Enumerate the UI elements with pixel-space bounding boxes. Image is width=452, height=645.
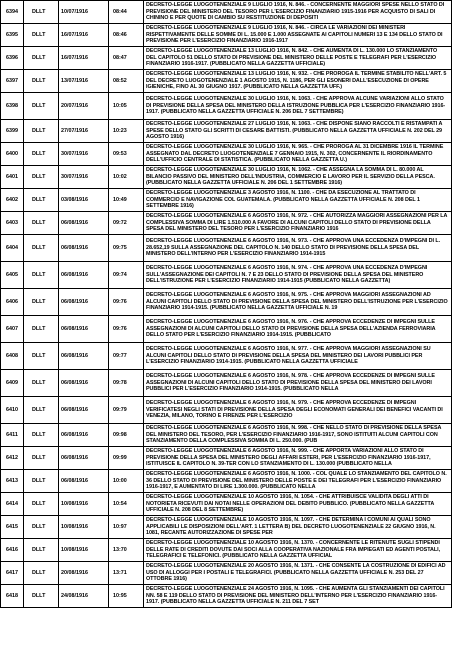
- act-type: DLLT: [24, 70, 59, 93]
- act-description: DECRETO-LEGGE LUOGOTENENZIALE 6 AGOSTO 1916, N. 998. - CHE NELLO STATO DI PREVISIONE DELLA SPESA DEL MINISTERO DEL TESORO, PER L'ESERCIZIO FINANZIARIO 1916-1917, SONO ISTITUITI ALCUNI CAPITOLI CON STANZIAMENTO DELLA COMPLESSIVA SOMMA DI L. 250.000. (PUB: [144, 424, 452, 447]
- record-number: 6401: [1, 166, 24, 189]
- act-date: 24/08/1916: [59, 585, 109, 608]
- page-ref: 09:76: [109, 289, 144, 316]
- table-row: [1, 24, 452, 47]
- record-number: 6411: [1, 424, 24, 447]
- table-row: [1, 397, 452, 424]
- act-type: DLLT: [24, 585, 59, 608]
- table-row: [1, 235, 452, 262]
- record-number: 6396: [1, 47, 24, 70]
- table-row: [1, 47, 452, 70]
- act-type: DLLT: [24, 343, 59, 370]
- table-row: [1, 562, 452, 585]
- act-description: DECRETO-LEGGE LUOGOTENENZIALE 6 AGOSTO 1916, N. 979. - CHE APPROVA ECCEDENZE DI IMPEGNI VERIFICATESI NEGLI STATI DI PREVISIONE DELLA SPESA DEGLI ECONOMATI GENERALI DEI BENEFICI VACANTI DI VENEZIA, MILANO, TORINO E FIRENZE PER L'ESERCIZIO: [144, 397, 452, 424]
- record-number: 6407: [1, 316, 24, 343]
- page-ref: 09:74: [109, 262, 144, 289]
- act-date: 06/08/1916: [59, 447, 109, 470]
- act-type: DLLT: [24, 120, 59, 143]
- act-description: DECRETO-LEGGE LUOGOTENENZIALE 6 AGOSTO 1916, N. 977. - CHE APPROVA MAGGIORI ASSEGNAZIONI SU ALCUNI CAPITOLI DELLO STATO DI PREVISIONE DELLA SPESA DEL MINISTERO DEI LAVORI PUBBLICI PER L'ESERCIZIO FINANZIARIO 1914-1915. (PUBBLICATO NELLA GAZZETTA UFFICIALE: [144, 343, 452, 370]
- act-date: 30/07/1916: [59, 166, 109, 189]
- table-row: [1, 516, 452, 539]
- page-ref: 10:97: [109, 516, 144, 539]
- act-description: DECRETO-LEGGE LUOGOTENENZIALE 3 AGOSTO 1916, N. 1100. - CHE DA ESECUZIONE AL TRATTATO DI COMMERCIO E NAVIGAZIONE COL GUATEMALA. (PUBBLICATO NELLA GAZZETTA UFFICIALE N. 208 DEL 1 SETTEMBRE 1916): [144, 189, 452, 212]
- act-type: DLLT: [24, 539, 59, 562]
- act-type: DLLT: [24, 189, 59, 212]
- act-description: DECRETO-LEGGE LUOGOTENENZIALE 13 LUGLIO 1916, N. 932. - CHE PROROGA IL TERMINE STABILITO NELL'ART. 5 DEL DECRETO LUOGOTENENZIALE 1 AGOSTO 1915, N. 1186, PER GLI ESONERI DALL'ESECUZIONE DI OPERE IGIENICHE, FINO AL 30 GIUGNO 1917. (PUBBLICATO NELLA GAZZETTA UFF.): [144, 70, 452, 93]
- table-row: [1, 189, 452, 212]
- record-number: 6399: [1, 120, 24, 143]
- page-ref: 08:47: [109, 47, 144, 70]
- act-description: DECRETO-LEGGE LUOGOTENENZIALE 6 AGOSTO 1916, N. 972. - CHE AUTORIZZA MAGGIORI ASSEGNAZIONI PER LA COMPLESSIVA SOMMA DI LIRE 1.510.000 A FAVORE DI ALCUNI CAPITOLI DELLO STATO DI PREVISIONE DELLA SPESA DEL MINISTERO DEL TESORO PER L'ESERCIZIO FINANZIARIO 1916: [144, 212, 452, 235]
- table-row: [1, 1, 452, 24]
- act-date: 20/07/1916: [59, 93, 109, 120]
- decrees-table-body: [1, 1, 452, 608]
- record-number: 6406: [1, 289, 24, 316]
- act-type: DLLT: [24, 370, 59, 397]
- act-date: 16/07/1916: [59, 47, 109, 70]
- act-date: 03/08/1916: [59, 189, 109, 212]
- act-type: DLLT: [24, 447, 59, 470]
- table-row: [1, 447, 452, 470]
- act-description: DECRETO-LEGGE LUOGOTENENZIALE 6 AGOSTO 1916, N. 974. - CHE APPROVA UNA ECCEDENZA D'IMPEGNI SULL'ASSEGNAZIONE DEI CAPITOLI N. 7 E 23 DELLO STATO DI PREVISIONE DELLA SPESA DEL MINISTERO DELL'ISTRUZIONE PER L'ESERCIZIO FINANZIARIO 1914-1915 (PUBBLICATO NELLA GAZZETTA): [144, 262, 452, 289]
- page-ref: 09:98: [109, 424, 144, 447]
- act-description: DECRETO-LEGGE LUOGOTENENZIALE 10 AGOSTO 1916, N. 1370. - CONCERNENTE LE RITENUTE SUGLI STIPENDI DELLE RATE DI CREDITI DOVUTE DAI SOCI ALLA COOPERATIVA NAZIONALE FRA IMPIEGATI ED AGENTI POSTALI, TELEGRAFICI E TELEFONICI. (PUBBLICATO NELLA GAZZETTA UFFICIAL: [144, 539, 452, 562]
- record-number: 6402: [1, 189, 24, 212]
- act-type: DLLT: [24, 470, 59, 493]
- act-description: DECRETO-LEGGE LUOGOTENENZIALE 6 AGOSTO 1916, N. 978. - CHE APPROVA ECCEDENZE DI IMPEGNI SULLE ASSEGNAZIONI DI ALCUNI CAPITOLI DELLO STATO DI PREVISIONE DELLA SPESA DEL MINISTERO DEI LAVORI PUBBLICI PER L'ESERCIZIO FINANZIARIO 1914-1915. (PUBBLICATO NELLA: [144, 370, 452, 397]
- act-type: DLLT: [24, 143, 59, 166]
- record-number: 6418: [1, 585, 24, 608]
- act-date: 06/08/1916: [59, 289, 109, 316]
- table-row: [1, 93, 452, 120]
- table-row: [1, 493, 452, 516]
- act-description: DECRETO-LEGGE LUOGOTENENZIALE 30 LUGLIO 1916, N. 1062. - CHE ASSEGNA LA SOMMA DI L. 80.000 AL BILANCIO PASSIVO DEL MINISTERO DELL'INDUSTRIA, COMMERCIO E LAVORO PER IL SERVIZIO DELLA PESCA. (PUBBLICATO NELLA GAZZETTA UFFICIALE N. 206 DEL 1 SETTEMBRE 1916): [144, 166, 452, 189]
- record-number: 6405: [1, 262, 24, 289]
- record-number: 6395: [1, 24, 24, 47]
- page-ref: 10:95: [109, 585, 144, 608]
- act-description: DECRETO-LEGGE LUOGOTENENZIALE 27 LUGLIO 1916, N. 1063. - CHE DISPONE SIANO RACCOLTI E RISTAMPATI A SPESE DELLO STATO GLI SCRITTI DI CESARE BATTISTI. (PUBBLICATO NELLA GAZZETTA UFFICIALE N. 202 DEL 29 AGOSTO 1916): [144, 120, 452, 143]
- act-type: DLLT: [24, 424, 59, 447]
- act-date: 20/08/1916: [59, 562, 109, 585]
- page-ref: 09:75: [109, 235, 144, 262]
- act-description: DECRETO-LEGGE LUOGOTENENZIALE 6 AGOSTO 1916, N. 975. - CHE APPROVA MAGGIORI ASSEGNAZIONI AD ALCUNI CAPITOLI DELLO STATO DI PREVISIONE DELLA SPESA DEL MINISTERO DELL'ISTRUZIONE PER L'ESERCIZIO FINANZIARIO 1914-1915. (PUBBLICATO NELLA GAZZETTA UFFICIALE N. 19: [144, 289, 452, 316]
- act-date: 06/08/1916: [59, 397, 109, 424]
- act-date: 06/08/1916: [59, 470, 109, 493]
- act-type: DLLT: [24, 493, 59, 516]
- act-type: DLLT: [24, 289, 59, 316]
- act-description: DECRETO-LEGGE LUOGOTENENZIALE 13 LUGLIO 1916, N. 842. - CHE AUMENTA DI L. 130.000 LO STANZIAMENTO DEL CAPITOLO 51 DELLO STATO DI PREVISIONE DEL MINISTERO DELLE POSTE E TELEGRAFI PER L'ESERCIZIO FINANZIARIO 1916-1917. (PUBBLICATO NELLA GAZZETTA UFFICIALE): [144, 47, 452, 70]
- act-type: DLLT: [24, 262, 59, 289]
- table-row: [1, 424, 452, 447]
- act-type: DLLT: [24, 562, 59, 585]
- page-ref: 08:52: [109, 70, 144, 93]
- table-row: [1, 316, 452, 343]
- table-row: [1, 166, 452, 189]
- record-number: 6409: [1, 370, 24, 397]
- act-date: 30/07/1916: [59, 143, 109, 166]
- act-description: DECRETO-LEGGE LUOGOTENENZIALE 24 AGOSTO 1916, N. 1095. - CHE AUMENTA GLI STANZIAMENTI DEI CAPITOLI NN. 58 E 119 DELLO STATO DI PREVISIONE DEL MINISTERO DELL'INTERNO PER L'ESERCIZIO FINANZIARIO 1916-1917. (PUBBLICATO NELLA GAZZETTA UFFICIALE N. 211 DEL 7 SET: [144, 585, 452, 608]
- table-row: [1, 539, 452, 562]
- table-row: [1, 212, 452, 235]
- act-description: DECRETO-LEGGE LUOGOTENENZIALE 6 AGOSTO 1916, N. 973. - CHE APPROVA UNA ECCEDENZA D'IMPEGNI DI L. 28.652,19 SULLA ASSEGNAZIONE DEL CAPITOLO N. 140 DELLO STATO DI PREVISIONE DELLA SPESA DEL MINISTERO DELL'INTERNO PER L'ESERCIZIO FINANZIARIO 1914-1915: [144, 235, 452, 262]
- table-row: [1, 120, 452, 143]
- act-description: DECRETO-LEGGE LUOGOTENENZIALE 9 LUGLIO 1916, N. 846. - CIRCA LE VARIAZIONI DEI MINISTERI RISPETTIVAMENTE DELLE SOMME DI L. 15.000 E 1.000 ASSEGNATE AI CAPITOLI NUMERI 13 E 134 DELLO STATO DI PREVISIONE PER L'ESERCIZIO FINANZIARIO 1916-1917: [144, 24, 452, 47]
- act-type: DLLT: [24, 24, 59, 47]
- page-ref: 10:54: [109, 493, 144, 516]
- record-number: 6397: [1, 70, 24, 93]
- page-ref: 09:72: [109, 212, 144, 235]
- record-number: 6417: [1, 562, 24, 585]
- record-number: 6414: [1, 493, 24, 516]
- act-type: DLLT: [24, 1, 59, 24]
- page-ref: 08:44: [109, 1, 144, 24]
- record-number: 6415: [1, 516, 24, 539]
- record-number: 6398: [1, 93, 24, 120]
- record-number: 6412: [1, 447, 24, 470]
- page-ref: 09:77: [109, 343, 144, 370]
- act-type: DLLT: [24, 166, 59, 189]
- record-number: 6410: [1, 397, 24, 424]
- act-date: 06/08/1916: [59, 424, 109, 447]
- act-type: DLLT: [24, 316, 59, 343]
- act-description: DECRETO-LEGGE LUOGOTENENZIALE 10 AGOSTO 1916, N. 1054. - CHE ATTRIBUISCE VALIDITA DEGLI ATTI DI NOTORIETA RICEVUTI DAI NOTAI NELLE OPERAZIONI DEL DEBITO PUBBLICO. (PUBBLICATO NELLA GAZZETTA UFFICIALE N. 208 DEL 8 SETTEMBRE): [144, 493, 452, 516]
- page-ref: 09:78: [109, 370, 144, 397]
- act-description: DECRETO-LEGGE LUOGOTENENZIALE 20 AGOSTO 1916, N. 1371. - CHE CONSENTE LA COSTRUZIONE DI EDIFICI AD USO DI ALLOGGI PER I POSTALI E TELEGRAFICI. (PUBBLICATO NELLA GAZZETTA UFFICIALE N. 253 DEL 27 OTTOBRE 1916): [144, 562, 452, 585]
- act-description: DECRETO-LEGGE LUOGOTENENZIALE 9 LUGLIO 1916, N. 846. - CONCERNENTE MAGGIORI SPESE NELLO STATO DI PREVISIONE DEL MINISTERO DEL TESORO PER L'ESERCIZIO FINANZIARIO 1915-1916 PER ACQUISTO DI SALI DI CHININO E PER QUOTE DI CAMBIO SU RESTITUZIONE DI DEPOSITI: [144, 1, 452, 24]
- act-date: 06/08/1916: [59, 262, 109, 289]
- table-row: [1, 70, 452, 93]
- page-ref: 10:05: [109, 93, 144, 120]
- record-number: 6394: [1, 1, 24, 24]
- act-date: 10/08/1916: [59, 539, 109, 562]
- act-date: 06/08/1916: [59, 316, 109, 343]
- act-date: 27/07/1916: [59, 120, 109, 143]
- page-ref: 09:99: [109, 447, 144, 470]
- act-type: DLLT: [24, 47, 59, 70]
- act-date: 16/07/1916: [59, 24, 109, 47]
- page-ref: 10:49: [109, 189, 144, 212]
- act-date: 10/08/1916: [59, 493, 109, 516]
- page-ref: 09:53: [109, 143, 144, 166]
- act-date: 10/08/1916: [59, 516, 109, 539]
- page-ref: 13:71: [109, 562, 144, 585]
- act-type: DLLT: [24, 235, 59, 262]
- act-description: DECRETO-LEGGE LUOGOTENENZIALE 30 LUGLIO 1916, N. 965. - CHE PROROGA AL 31 DICEMBRE 1916 IL TERMINE ASSEGNATO DAL DECRETO LUOGOTENENZIALE 7 GENNAIO 1915, N. 302, CONCERNENTE IL RIORDINAMENTO DELL'UFFICIO CENTRALE DI STATISTICA. (PUBBLICATO NELLA GAZZETTA U.): [144, 143, 452, 166]
- act-date: 06/08/1916: [59, 343, 109, 370]
- table-row: [1, 585, 452, 608]
- act-description: DECRETO-LEGGE LUOGOTENENZIALE 6 AGOSTO 1916, N. 1000. - COL QUALE LO STANZIAMENTO DEL CAPITOLO N. 36 DELLO STATO DI PREVISIONE DEL MINISTERO DELLE POSTE E DEI TELEGRAFI PER L'ESERCIZIO FINANZIARIO 1916-1917, E AUMENTATO DI LIRE 1.300.000. (PUBBLICATO NELLA: [144, 470, 452, 493]
- record-number: 6404: [1, 235, 24, 262]
- page-ref: 10:02: [109, 166, 144, 189]
- act-date: 13/07/1916: [59, 70, 109, 93]
- act-type: DLLT: [24, 516, 59, 539]
- act-date: 06/08/1916: [59, 370, 109, 397]
- record-number: 6400: [1, 143, 24, 166]
- table-row: [1, 143, 452, 166]
- page-ref: 10:23: [109, 120, 144, 143]
- page-ref: 13:70: [109, 539, 144, 562]
- record-number: 6408: [1, 343, 24, 370]
- record-number: 6413: [1, 470, 24, 493]
- table-row: [1, 262, 452, 289]
- act-type: DLLT: [24, 93, 59, 120]
- table-row: [1, 343, 452, 370]
- act-type: DLLT: [24, 212, 59, 235]
- page-ref: 09:76: [109, 316, 144, 343]
- act-date: 06/08/1916: [59, 235, 109, 262]
- record-number: 6416: [1, 539, 24, 562]
- act-date: 06/08/1916: [59, 212, 109, 235]
- act-description: DECRETO-LEGGE LUOGOTENENZIALE 30 LUGLIO 1916, N. 1063. - CHE APPROVA ALCUNE VARIAZIONI ALLO STATO DI PREVISIONE DELLA SPESA DEL MINISTERO DELLA ISTRUZIONE PUBBLICA PER L'ESERCIZIO FINANZIARIO 1916-1917. (PUBBLICATO NELLA GAZZETTA UFFICIALE N. 206 DEL 7 SETTEMBRE): [144, 93, 452, 120]
- page-ref: 08:46: [109, 24, 144, 47]
- act-date: 10/07/1916: [59, 1, 109, 24]
- act-description: DECRETO-LEGGE LUOGOTENENZIALE 6 AGOSTO 1916, N. 999. - CHE APPORTA VARIAZIONI ALLO STATO DI PREVISIONE DELLA SPESA DEL MINISTERO DEGLI AFFARI ESTERI, PER L'ESERCIZIO FINANZIARIO 1916-1917, ISTITUISCE IL CAPITOLO N. 39-TER CON LO STANZIAMENTO DI L. 130.000 (PUBBLICATO NELLA: [144, 447, 452, 470]
- table-row: [1, 470, 452, 493]
- record-number: 6403: [1, 212, 24, 235]
- table-row: [1, 370, 452, 397]
- page-ref: 10:00: [109, 470, 144, 493]
- act-description: DECRETO-LEGGE LUOGOTENENZIALE 10 AGOSTO 1916, N. 1097. - CHE DETERMINA I COMUNI AI QUALI SONO APPLICABILI LE DISPOSIZIONI DELL'ART. 1 LETTERA B) DEL DECRETO LUOGOTENENZIALE 22 GIUGNO 1916, N. 1081, RECANTE AUTORIZZAZIONE DI SPESE PER: [144, 516, 452, 539]
- act-description: DECRETO-LEGGE LUOGOTENENZIALE 6 AGOSTO 1916, N. 976. - CHE APPROVA ECCEDENZE DI IMPEGNI SULLE ASSEGNAZIONI DI ALCUNI CAPITOLI DELLO STATO DI PREVISIONE DELLA SPESA DELL'AZIENDA FERROVIARIA DELLO STATO PER L'ESERCIZIO FINANZIARIO 1914-1915. (PUBBLICATO: [144, 316, 452, 343]
- table-row: [1, 289, 452, 316]
- page-ref: 09:79: [109, 397, 144, 424]
- act-type: DLLT: [24, 397, 59, 424]
